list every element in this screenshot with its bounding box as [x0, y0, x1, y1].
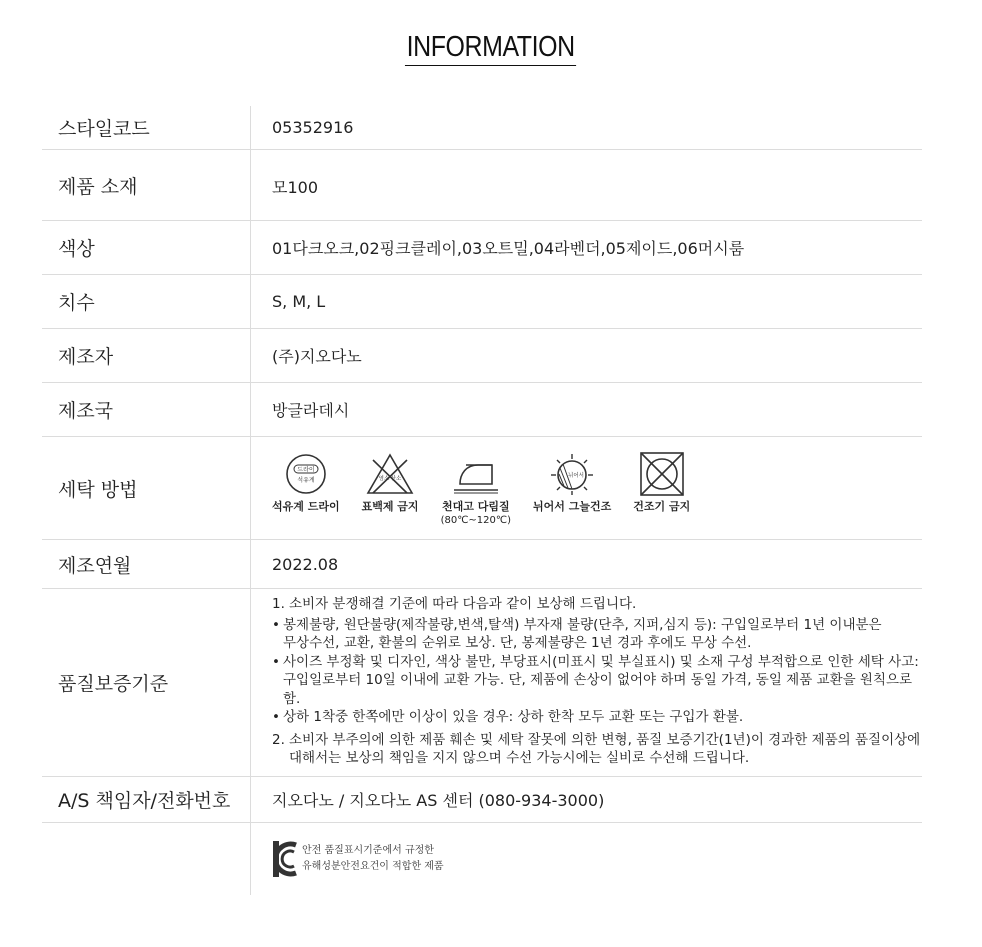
care-item — [362, 452, 419, 514]
list-number: 2. — [272, 731, 285, 748]
row-value — [250, 589, 922, 776]
title-wrap — [0, 30, 982, 66]
row-quality — [42, 589, 922, 777]
row-label: 제조국 — [58, 400, 114, 422]
care-label: 표백제 금지 — [361, 499, 419, 513]
row-color — [42, 221, 922, 275]
row-maker — [42, 329, 922, 383]
row-label: A/S 책임자/전화번호 — [58, 790, 231, 812]
quality-line: 구입일로부터 10일 이내에 교환 가능. 단, 제품에 손상이 없어야 하며 동일 가격, 동일 제품 교환을 원칙으로 함. — [283, 672, 913, 707]
care-item — [633, 452, 690, 514]
care-item — [533, 452, 611, 514]
quality-line: 대해서는 보상의 책임을 지지 않으며 수선 가능시에는 실비로 수선해 드립니다. — [289, 750, 750, 767]
care-label: 뉘어서 그늘건조 — [533, 499, 612, 513]
iron-with-cloth-icon — [450, 452, 502, 496]
dry-clean-symbol-top: 드라이 — [297, 466, 315, 473]
kc-text — [302, 843, 444, 875]
row-material — [42, 150, 922, 221]
quality-item-text: 소비자 분쟁해결 기준에 따라 다음과 같이 보상해 드립니다. — [289, 596, 637, 613]
quality-line: 소비자 부주의에 의한 제품 훼손 및 세탁 잘못에 의한 변형, 품질 보증기간(1년)이 경과한 제품의 품질이상에 — [289, 731, 921, 748]
row-value: (주)지오다노 — [250, 329, 922, 382]
kc-mark-icon — [272, 840, 298, 878]
row-value — [250, 437, 922, 539]
no-tumble-dry-icon — [638, 452, 686, 496]
row-value: 2022.08 — [250, 540, 922, 588]
no-bleach-symbol-left: 염소 — [378, 475, 390, 482]
quality-bullet-1 — [272, 616, 922, 653]
row-country — [42, 383, 922, 437]
info-table — [42, 106, 922, 895]
row-label: 치수 — [58, 292, 95, 314]
row-value: 모100 — [250, 150, 922, 220]
row-label: 제조연월 — [58, 554, 132, 577]
shade-dry-flat-icon — [547, 452, 597, 496]
row-wash — [42, 437, 922, 540]
quality-line: 무상수선, 교환, 환불의 순위로 보상. 단, 봉제불량은 1년 경과 후에도 무상 수선. — [283, 635, 752, 652]
quality-item-1 — [272, 595, 922, 614]
quality-text — [272, 595, 922, 770]
dry-clean-petroleum-icon — [284, 452, 328, 496]
care-item — [272, 452, 340, 514]
row-label: 제조자 — [58, 346, 114, 368]
row-label — [42, 823, 250, 895]
kc-certification — [272, 840, 444, 878]
kc-line: 유해성분안전요건이 적합한 제품 — [302, 861, 444, 872]
shade-dry-symbol-text: 뉘어서 — [568, 472, 585, 479]
row-label: 품질보증기준 — [58, 673, 169, 695]
row-label: 제품 소재 — [58, 175, 138, 198]
row-value — [250, 823, 922, 895]
no-bleach-symbol-right: 산소 — [390, 475, 402, 482]
row-value: 05352916 — [250, 106, 922, 149]
bullet: • — [272, 709, 280, 726]
page-title: INFORMATION — [405, 30, 576, 66]
row-date — [42, 540, 922, 589]
quality-bullet-3 — [272, 708, 922, 727]
row-kc — [42, 823, 922, 895]
quality-line: 상하 1착중 한쪽에만 이상이 있을 경우: 상하 한착 모두 교환 또는 구입가 환불. — [283, 709, 744, 726]
dry-clean-symbol-bottom: 석유계 — [297, 476, 315, 484]
row-label: 스타일코드 — [58, 118, 150, 140]
quality-item-2 — [272, 731, 922, 768]
row-value: 지오다노 / 지오다노 AS 센터 (080-934-3000) — [250, 777, 922, 822]
quality-line: 사이즈 부정확 및 디자인, 색상 불만, 부당표시(미표시 및 부실표시) 및 소재 구성 부적합으로 인한 세탁 사고: — [283, 653, 919, 670]
row-as — [42, 777, 922, 823]
care-label: 석유계 드라이 — [272, 499, 340, 513]
row-value: 01다크오크,02핑크클레이,03오트밀,04라벤더,05제이드,06머시룸 — [250, 221, 922, 274]
list-number: 1. — [272, 596, 285, 613]
row-value: 방글라데시 — [250, 383, 922, 436]
care-item — [441, 452, 511, 527]
care-symbols — [272, 452, 708, 527]
quality-line: 봉제불량, 원단불량(제작불량,변색,탈색) 부자재 불량(단추, 지퍼,심지 등): 구입일로부터 1년 이내분은 — [283, 616, 882, 633]
row-label: 세탁 방법 — [58, 478, 138, 501]
care-label: 건조기 금지 — [633, 499, 691, 513]
row-style-code — [42, 106, 922, 150]
care-label: 천대고 다림질 — [442, 499, 510, 513]
bullet: • — [272, 653, 280, 670]
row-label: 색상 — [58, 238, 95, 260]
care-sub: (80℃~120℃) — [440, 514, 512, 526]
no-bleach-icon — [365, 452, 415, 496]
kc-line: 안전 품질표시기준에서 규정한 — [302, 845, 434, 856]
bullet: • — [272, 616, 280, 633]
row-value: S, M, L — [250, 275, 922, 328]
quality-bullet-2 — [272, 653, 922, 709]
row-size — [42, 275, 922, 329]
